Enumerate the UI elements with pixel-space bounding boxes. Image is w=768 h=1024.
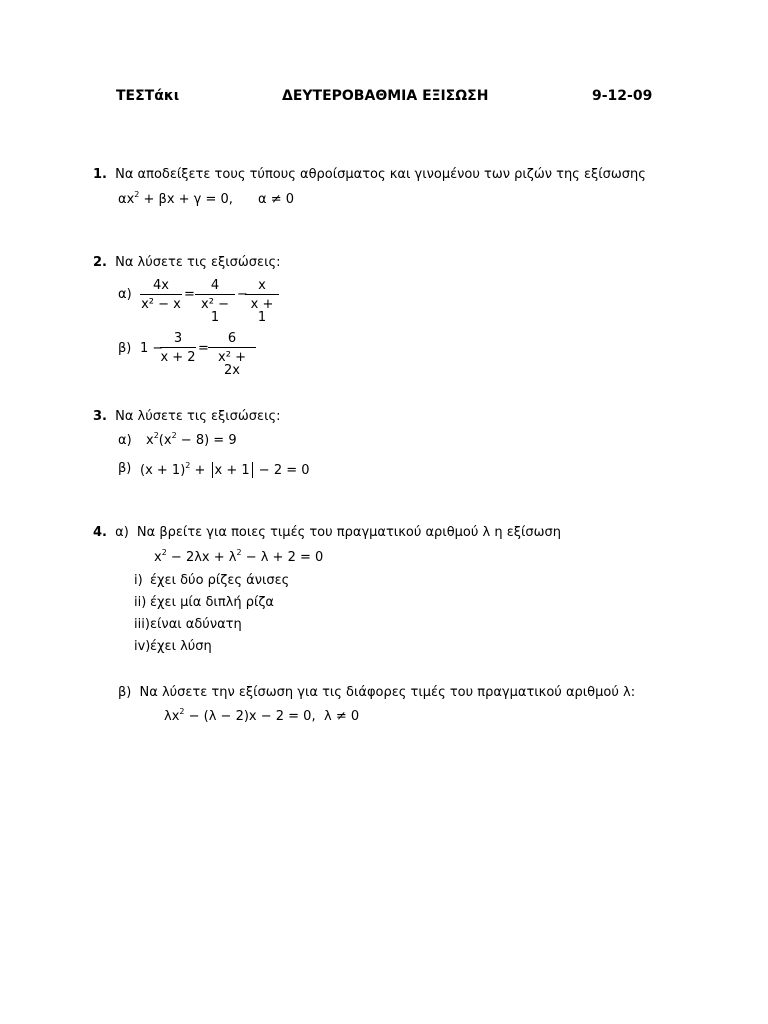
minus-sign: − xyxy=(237,287,248,302)
question-text: Να βρείτε για ποιες τιμές του πραγματικού αριθμού λ η εξίσωση xyxy=(136,525,561,540)
equation-q3a: $x^2(x^2 - 8) = 9$ xyxy=(146,431,237,448)
condition-q4b: λ ≠ 0 xyxy=(324,709,360,724)
list-item: iv)έχει λύση xyxy=(134,639,212,654)
question-text: Να λύσετε τις εξισώσεις: xyxy=(115,255,281,270)
fraction: $\frac{3}{x + 2}$ xyxy=(160,331,196,365)
header-date: 9-12-09 xyxy=(592,88,653,104)
fraction: $\frac{x}{x + 1}$ xyxy=(245,279,279,324)
label-q3a: α) xyxy=(118,433,132,448)
document-title: ΔΕΥΤΕΡΟΒΑΘΜΙΑ ΕΞΙΣΩΣΗ xyxy=(282,88,489,104)
lead-term: 1 − xyxy=(140,341,164,356)
question-number: 3. xyxy=(93,409,107,424)
equation-q3b: $(x + 1)^2 + x + 1 - 2 = 0$ xyxy=(140,461,310,478)
label-q4b: β) xyxy=(118,685,132,700)
equation-q4b: $\lambda x^2 - (\lambda - 2)x - 2 = 0$, xyxy=(164,707,316,724)
list-item: ii) έχει μία διπλή ρίζα xyxy=(134,595,275,610)
question-1 xyxy=(93,168,646,181)
fraction: $\frac{4}{\text{x² − 1}}$ xyxy=(195,279,235,324)
header-left: ΤΕΣΤάκι xyxy=(116,88,180,104)
label-q2a: α) xyxy=(118,287,132,302)
question-number: 1. xyxy=(93,167,107,182)
question-3 xyxy=(93,410,280,423)
fraction: $\frac{6}{\text{x² + 2x}}$ xyxy=(208,332,256,377)
question-text: Να λύσετε τις εξισώσεις: xyxy=(115,409,281,424)
question-text: Να αποδείξετε τους τύπους αθροίσματος και γινομένου των ριζών της εξίσωσης xyxy=(115,167,646,182)
fraction: $\frac{4x}{\text{x² − x}}$ xyxy=(141,278,181,312)
equals-sign: = xyxy=(184,287,195,302)
question-4b xyxy=(118,686,635,699)
question-4 xyxy=(93,526,561,539)
equals-sign: = xyxy=(198,341,209,356)
list-item: i) έχει δύο ρίζες άνισες xyxy=(134,573,290,588)
list-item: iii)είναι αδύνατη xyxy=(134,617,242,632)
label-q2b: β) xyxy=(118,341,132,356)
condition-q1: α ≠ 0 xyxy=(258,192,294,207)
question-number: 2. xyxy=(93,255,107,270)
question-number: 4. xyxy=(93,525,107,540)
label-q3b: β) xyxy=(118,461,132,476)
question-text: Να λύσετε την εξίσωση για τις διάφορες τιμές του πραγματικού αριθμού λ: xyxy=(139,685,636,700)
label-q4a: α) xyxy=(115,525,129,540)
equation-q1: $\alpha x^2 + \beta x + \gamma = 0$, xyxy=(118,190,233,207)
equation-q4a: $x^2 - 2\lambda x + \lambda^2 - \lambda + 2 = 0$ xyxy=(154,548,324,565)
question-2 xyxy=(93,256,280,269)
